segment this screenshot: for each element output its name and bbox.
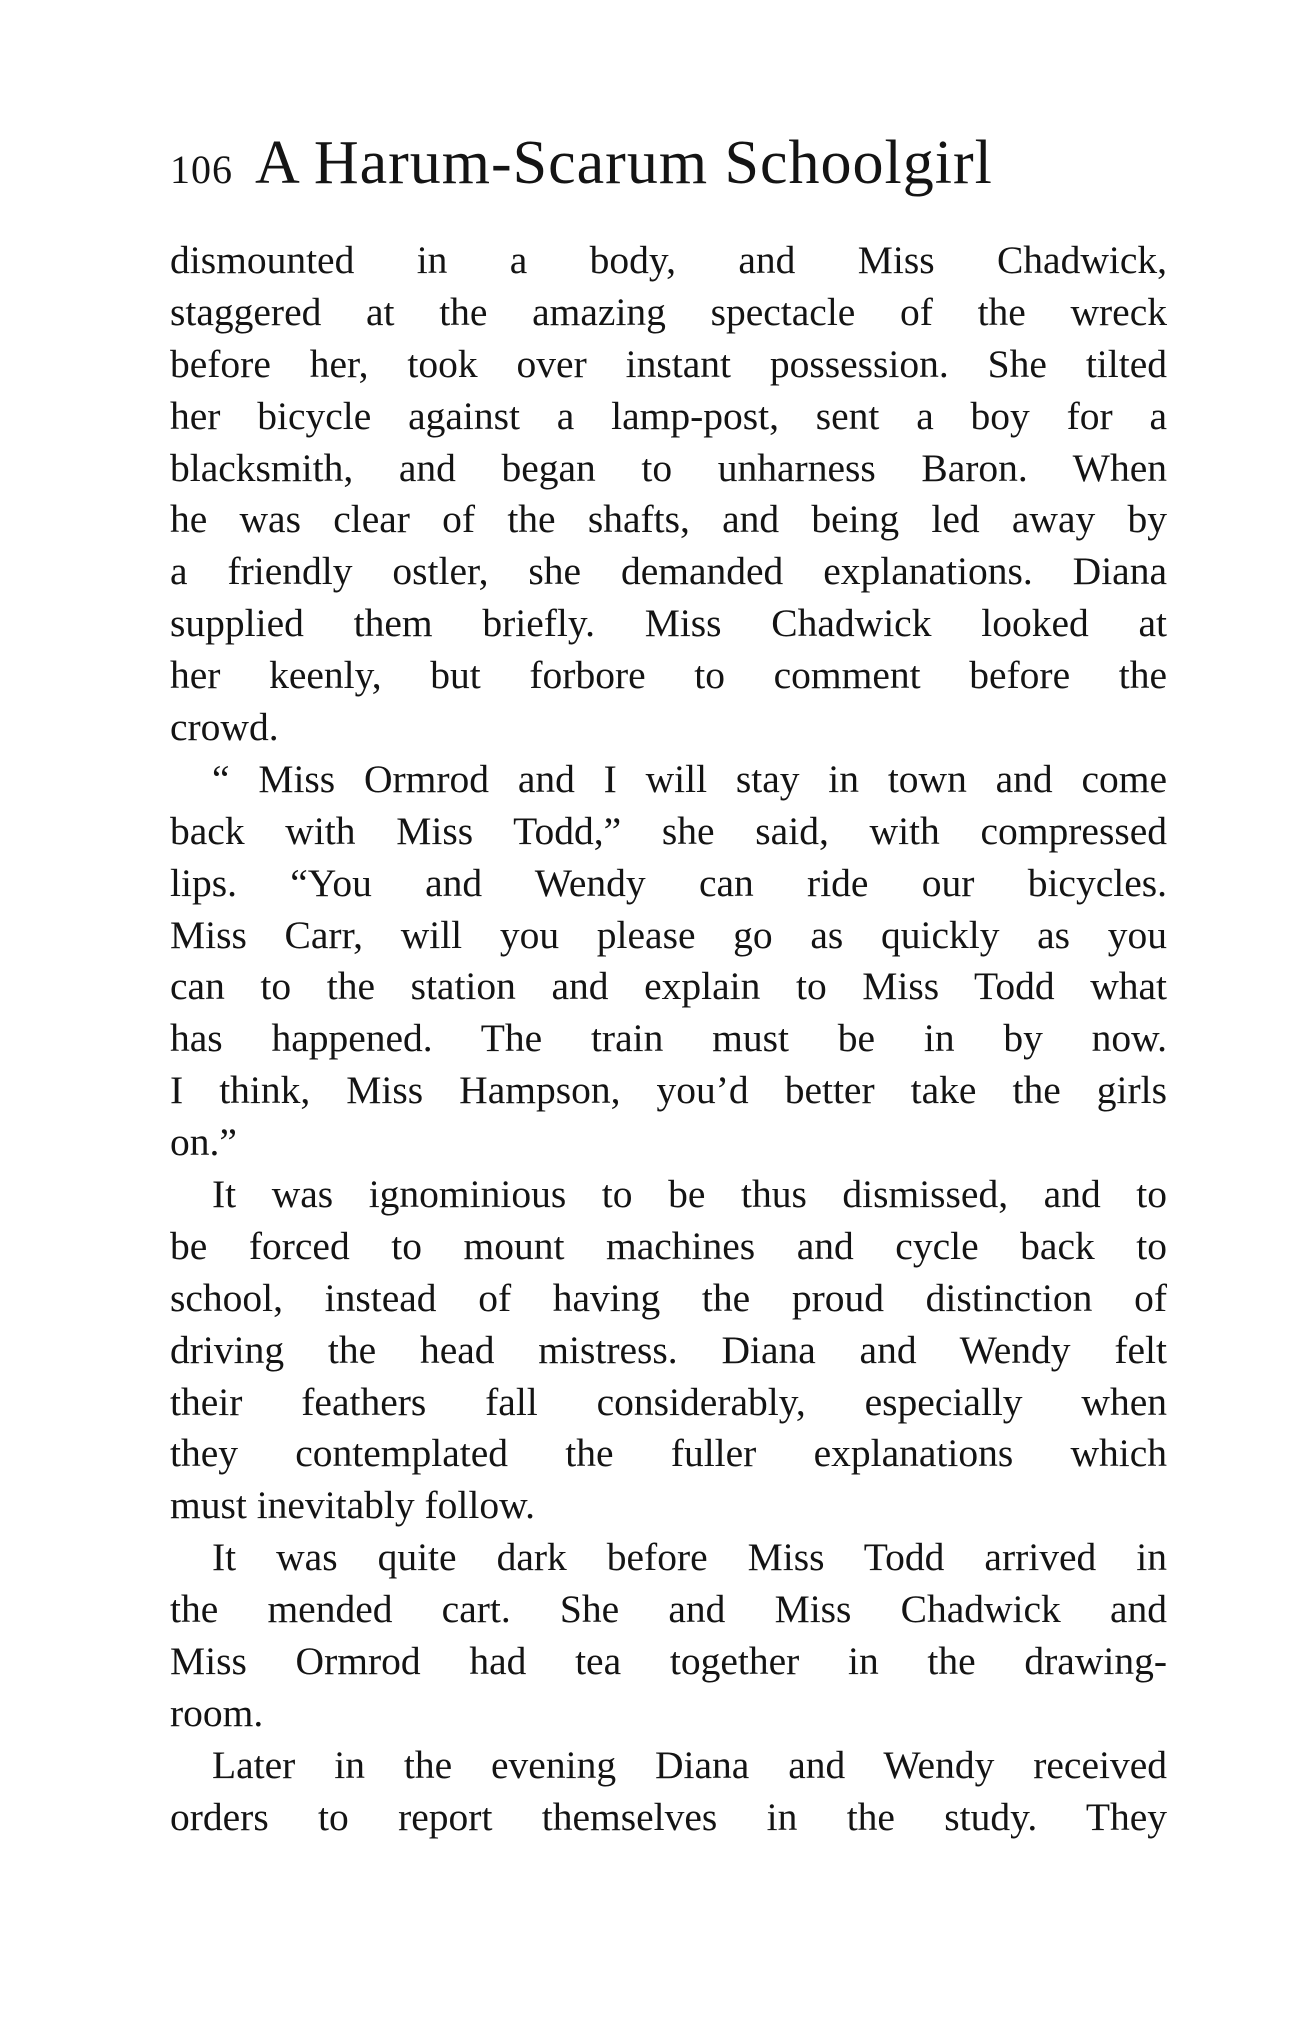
text-line: blacksmith, and began to unharness Baron. When	[170, 445, 1167, 490]
page-number: 106	[170, 147, 233, 192]
text-line: has happened. The train must be in by now.	[170, 1016, 1167, 1061]
text-line: dismounted in a body, and Miss Chadwick,	[170, 238, 1167, 282]
text-line: Miss Carr, will you please go as quickly as you	[170, 912, 1167, 957]
text-line: her bicycle against a lamp-post, sent a boy for a	[170, 393, 1167, 438]
text-line: “ Miss Ormrod and I will stay in town and come	[212, 756, 1167, 801]
text-line: can to the station and explain to Miss Todd what	[170, 964, 1167, 1009]
text-line: staggered at the amazing spectacle of the wreck	[170, 289, 1167, 334]
body-text	[170, 235, 1167, 1844]
text-line: on.”	[170, 1120, 237, 1165]
text-line: It was ignominious to be thus dismissed, and to	[212, 1172, 1167, 1217]
text-line: be forced to mount machines and cycle back to	[170, 1223, 1167, 1268]
text-line: they contemplated the fuller explanations which	[170, 1431, 1167, 1476]
text-line: orders to report themselves in the study. They	[170, 1794, 1167, 1839]
book-title: A Harum-Scarum Schoolgirl	[255, 129, 993, 197]
text-line: Miss Ormrod had tea together in the drawing-	[170, 1639, 1167, 1684]
text-line: I think, Miss Hampson, you’d better take the girls	[170, 1068, 1167, 1113]
text-line: Later in the evening Diana and Wendy received	[212, 1742, 1167, 1787]
text-line: the mended cart. She and Miss Chadwick and	[170, 1587, 1167, 1632]
text-line: It was quite dark before Miss Todd arrived in	[212, 1535, 1167, 1580]
text-line: before her, took over instant possession. She tilted	[170, 341, 1167, 386]
text-line: room.	[170, 1690, 264, 1735]
text-line: a friendly ostler, she demanded explanations. Diana	[170, 549, 1167, 594]
text-line: supplied them briefly. Miss Chadwick looked at	[170, 601, 1167, 646]
text-line: he was clear of the shafts, and being led away by	[170, 497, 1167, 542]
text-line: must inevitably follow.	[170, 1483, 535, 1528]
running-head	[170, 128, 1170, 208]
text-line: school, instead of having the proud distinction of	[170, 1275, 1167, 1320]
text-line: her keenly, but forbore to comment before the	[170, 653, 1167, 698]
text-line: crowd.	[170, 705, 279, 750]
text-line: their feathers fall considerably, especially when	[170, 1379, 1167, 1424]
text-line: lips. “You and Wendy can ride our bicycles.	[170, 860, 1167, 905]
text-line: back with Miss Todd,” she said, with compressed	[170, 808, 1167, 853]
text-line: driving the head mistress. Diana and Wendy felt	[170, 1327, 1167, 1372]
